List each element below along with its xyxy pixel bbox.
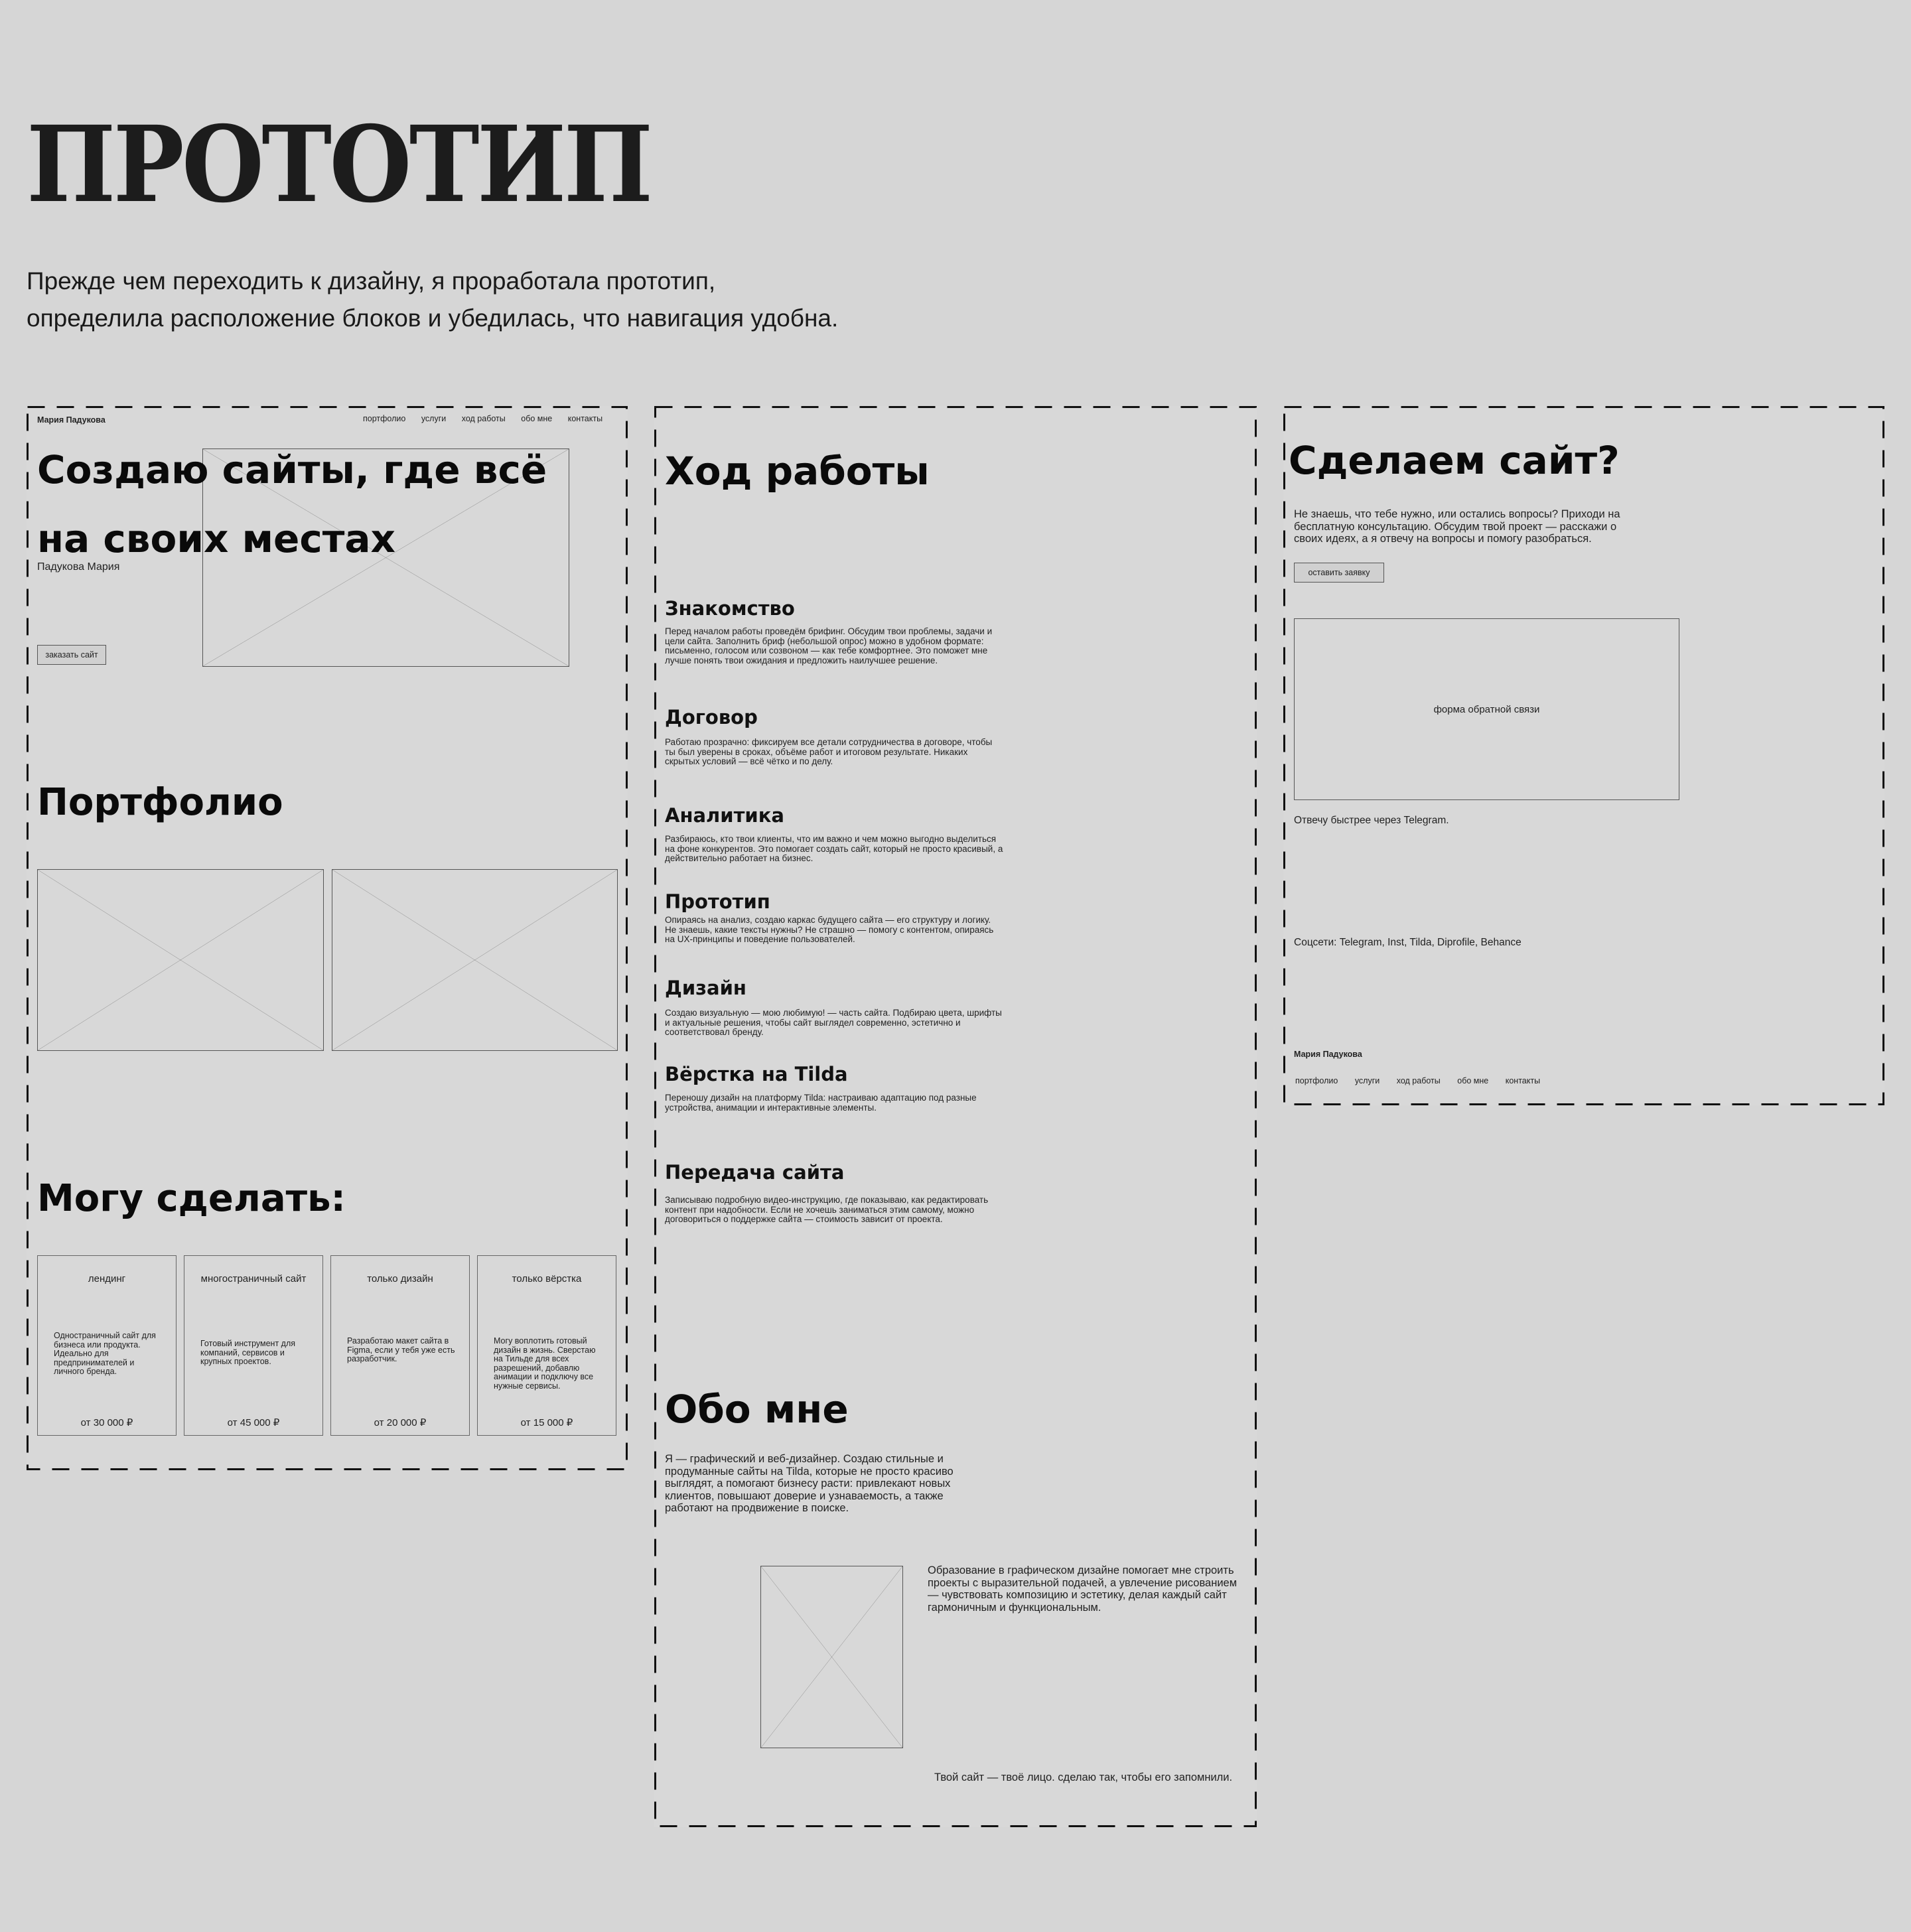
about-photo-placeholder [760, 1566, 903, 1748]
about-text: Я — графический и веб-дизайнер. Создаю стильные и продуманные сайты на Tilda, которые не просто красиво выглядят, а помогают бизнесу расти: привлекают новых клиентов, повышают доверие и узнаваемость, а также работают на продвижение в поиске. [665, 1453, 954, 1514]
step-title: Договор [665, 706, 758, 728]
portfolio-item-placeholder[interactable] [332, 869, 618, 1051]
step-title: Знакомство [665, 597, 795, 620]
footer-nav-portfolio[interactable]: портфолио [1295, 1076, 1338, 1085]
service-card-landing[interactable] [37, 1255, 177, 1436]
service-card-desc: Готовый инструмент для компаний, сервисов и крупных проектов. [200, 1339, 296, 1366]
service-card-title: только дизайн [367, 1273, 433, 1284]
intro-text [27, 263, 838, 337]
footer-nav-about[interactable]: обо мне [1457, 1076, 1489, 1085]
footer-nav-process[interactable]: ход работы [1396, 1076, 1441, 1085]
feedback-form-placeholder[interactable] [1294, 618, 1679, 800]
services-title: Могу сделать: [37, 1177, 346, 1220]
intro-line-1: Прежде чем переходить к дизайну, я проработала прототип, [27, 267, 716, 295]
hero-title-line-1: Создаю сайты, где всё [37, 447, 547, 492]
footer-nav [1295, 1076, 1540, 1085]
service-card-price: от 30 000 ₽ [80, 1417, 133, 1428]
footer-nav-services[interactable]: услуги [1354, 1076, 1380, 1085]
step-text: Записываю подробную видео-инструкцию, где показываю, как редактировать контент при надобности. Если не хочешь заниматься этим самому, можно договориться о поддержке сайта — стоимость зависит от проекта. [665, 1195, 989, 1224]
contact-title: Сделаем сайт? [1289, 438, 1620, 483]
hero-title-line-2: на своих местах [37, 516, 395, 561]
about-education-text: Образование в графическом дизайне помогает мне строить проекты с выразительной подачей, а увлечение рисованием — чувствовать композицию и эстетику, делая каждый сайт гармоничным и функциональным. [928, 1564, 1238, 1614]
contact-text: Не знаешь, что тебе нужно, или остались вопросы? Приходи на бесплатную консультацию. Обсудим твой проект — расскажи о своих идеях, а я отвечу на вопросы и помогу разобраться. [1294, 508, 1620, 545]
socials-list[interactable]: Соцсети: Telegram, Inst, Tilda, Diprofile, Behance [1294, 937, 1522, 948]
nav-item-portfolio[interactable]: портфолио [363, 414, 406, 423]
service-card-desc: Могу воплотить готовый дизайн в жизнь. Сверстаю на Тильде для всех разрешений, добавлю анимации и подключу все нужные сервисы. [494, 1336, 596, 1391]
hero-subtitle: Падукова Мария [37, 561, 120, 573]
service-card-title: только вёрстка [512, 1273, 582, 1284]
step-text: Работаю прозрачно: фиксируем все детали сотрудничества в договоре, чтобы ты был уверены в сроках, объёме работ и итоговом результате. Никаких скрытых условий — всё чётко и по делу. [665, 737, 993, 766]
service-card-design[interactable] [330, 1255, 470, 1436]
frame-contact [1283, 406, 1884, 1105]
step-text: Перед началом работы проведём брифинг. Обсудим твои проблемы, задачи и цели сайта. Заполнить бриф (небольшой опрос) можно в удобном формате: письменно, голосом или созвоном — как тебе комфортнее. Это поможет мне лучше понять твои ожидания и предложить наилучшее решение. [665, 626, 993, 665]
portfolio-item-placeholder[interactable] [37, 869, 324, 1051]
hero-title [37, 447, 547, 561]
step-title: Аналитика [665, 804, 784, 827]
step-text: Создаю визуальную — мою любимую! — часть сайта. Подбираю цвета, шрифты и актуальные решения, чтобы сайт выглядел современно, эстетично и соответствовал бренду. [665, 1008, 1002, 1037]
about-title: Обо мне [665, 1387, 849, 1432]
step-text: Опираясь на анализ, создаю каркас будущего сайта — его структуру и логику. Не знаешь, какие тексты нужны? Не страшно — помогу с контентом, опираясь на UX-принципы и поведение пользователей. [665, 915, 994, 944]
service-card-desc: Разработаю макет сайта в Figma, если у тебя уже есть разработчик. [347, 1336, 455, 1363]
step-title: Вёрстка на Tilda [665, 1063, 848, 1085]
service-card-layout[interactable] [477, 1255, 616, 1436]
step-title: Передача сайта [665, 1161, 845, 1184]
step-text: Переношу дизайн на платформу Tilda: настраиваю адаптацию под разные устройства, анимации и интерактивные элементы. [665, 1093, 977, 1113]
service-card-title: многостраничный сайт [200, 1273, 307, 1284]
footer-brand[interactable]: Мария Падукова [1294, 1050, 1362, 1059]
leave-request-button[interactable]: оставить заявку [1294, 563, 1384, 583]
service-card-multipage[interactable] [184, 1255, 323, 1436]
intro-line-2: определила расположение блоков и убедилась, что навигация удобна. [27, 305, 839, 332]
portfolio-title: Портфолио [37, 781, 283, 824]
step-title: Дизайн [665, 977, 746, 999]
nav-item-process[interactable]: ход работы [461, 414, 506, 423]
feedback-form-label: форма обратной связи [1433, 703, 1540, 715]
service-card-price: от 20 000 ₽ [374, 1417, 427, 1428]
service-card-price: от 15 000 ₽ [520, 1417, 573, 1428]
process-title: Ход работы [665, 448, 930, 494]
nav-item-about[interactable]: обо мне [521, 414, 553, 423]
telegram-note: Отвечу быстрее через Telegram. [1294, 815, 1449, 826]
page-title: ПРОТОТИП [27, 104, 651, 226]
service-card-title: лендинг [88, 1273, 126, 1284]
step-title: Прототип [665, 890, 770, 913]
service-card-price: от 45 000 ₽ [227, 1417, 280, 1428]
nav-item-services[interactable]: услуги [421, 414, 447, 423]
about-tagline: Твой сайт — твоё лицо. сделаю так, чтобы его запомнили. [934, 1771, 1233, 1783]
step-text: Разбираюсь, кто твои клиенты, что им важно и чем можно выгодно выделиться на фоне конкурентов. Это помогает создать сайт, который не просто красивый, а действительно работает на бизнес. [665, 834, 1003, 863]
nav-item-contacts[interactable]: контакты [567, 414, 603, 423]
service-card-desc: Одностраничный сайт для бизнеса или продукта. Идеально для предпринимателей и личного бренда. [54, 1331, 156, 1376]
footer-nav-contacts[interactable]: контакты [1505, 1076, 1541, 1085]
order-site-button[interactable]: заказать сайт [37, 645, 106, 665]
brand-logo[interactable]: Мария Падукова [37, 415, 106, 425]
frame-process [654, 406, 1257, 1827]
top-nav [363, 414, 602, 423]
